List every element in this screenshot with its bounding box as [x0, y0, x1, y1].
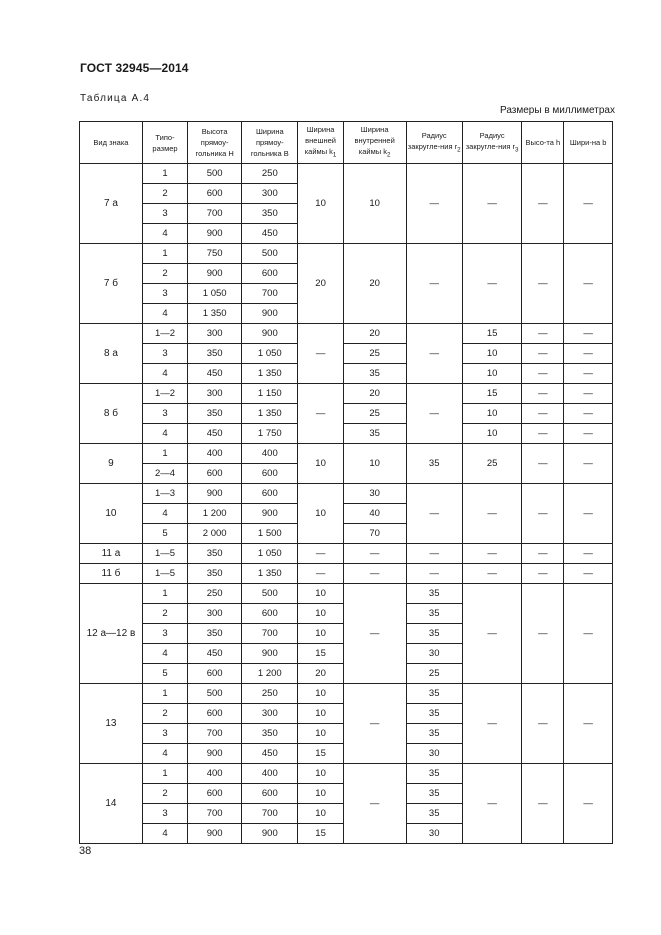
cell-k1: 15 [298, 744, 343, 764]
cell-width: 1 200 [242, 664, 298, 684]
cell-h: — [522, 384, 564, 404]
cell-b: — [564, 564, 613, 584]
cell-k2: — [343, 764, 406, 844]
cell-k1: — [298, 324, 343, 384]
units-note: Размеры в миллиметрах [500, 105, 615, 116]
cell-size: 4 [142, 824, 187, 844]
table-row [80, 324, 613, 344]
table-caption: Таблица А.4 [80, 93, 151, 104]
cell-h: — [522, 444, 564, 484]
document-header: ГОСТ 32945—2014 [80, 61, 189, 75]
cell-width: 700 [242, 624, 298, 644]
cell-k2: 10 [343, 164, 406, 244]
cell-r2: 35 [406, 624, 462, 644]
cell-size: 1 [142, 164, 187, 184]
cell-height: 1 200 [188, 504, 242, 524]
cell-size: 3 [142, 804, 187, 824]
cell-size: 5 [142, 664, 187, 684]
header-width: Ширина прямоу-гольника B [242, 122, 298, 164]
cell-r2: 35 [406, 784, 462, 804]
cell-k1: — [298, 544, 343, 564]
cell-width: 900 [242, 504, 298, 524]
cell-width: 1 350 [242, 404, 298, 424]
cell-b: — [564, 344, 613, 364]
cell-height: 350 [188, 404, 242, 424]
cell-size: 1 [142, 244, 187, 264]
cell-r3: 10 [462, 424, 522, 444]
cell-height: 600 [188, 704, 242, 724]
cell-b: — [564, 244, 613, 324]
cell-k2: 35 [343, 424, 406, 444]
table-row [80, 764, 613, 784]
cell-b: — [564, 364, 613, 384]
cell-width: 900 [242, 304, 298, 324]
cell-b: — [564, 584, 613, 684]
cell-height: 900 [188, 484, 242, 504]
cell-r3: — [462, 544, 522, 564]
cell-h: — [522, 364, 564, 384]
cell-r3: 10 [462, 344, 522, 364]
cell-k1: 10 [298, 704, 343, 724]
cell-b: — [564, 444, 613, 484]
cell-size: 2 [142, 264, 187, 284]
cell-height: 2 000 [188, 524, 242, 544]
cell-size: 4 [142, 644, 187, 664]
table-row [80, 564, 613, 584]
cell-width: 400 [242, 764, 298, 784]
cell-size: 3 [142, 724, 187, 744]
cell-size: 4 [142, 424, 187, 444]
cell-size: 4 [142, 304, 187, 324]
cell-r3: — [462, 764, 522, 844]
cell-height: 900 [188, 264, 242, 284]
cell-h: — [522, 684, 564, 764]
cell-height: 250 [188, 584, 242, 604]
cell-size: 3 [142, 344, 187, 364]
table-row [80, 684, 613, 704]
cell-height: 300 [188, 604, 242, 624]
cell-h: — [522, 244, 564, 324]
cell-size: 2 [142, 604, 187, 624]
table-row [80, 244, 613, 264]
cell-r2: 30 [406, 744, 462, 764]
cell-size: 4 [142, 224, 187, 244]
cell-size: 3 [142, 404, 187, 424]
cell-b: — [564, 684, 613, 764]
cell-b: — [564, 764, 613, 844]
cell-k1: 10 [298, 604, 343, 624]
cell-k1: 10 [298, 724, 343, 744]
cell-sign: 13 [80, 684, 143, 764]
cell-height: 300 [188, 324, 242, 344]
cell-height: 450 [188, 364, 242, 384]
cell-height: 350 [188, 564, 242, 584]
table-row [80, 384, 613, 404]
cell-height: 600 [188, 664, 242, 684]
cell-h: — [522, 564, 564, 584]
cell-k2: 20 [343, 244, 406, 324]
cell-size: 1 [142, 684, 187, 704]
cell-h: — [522, 164, 564, 244]
cell-r2: — [406, 544, 462, 564]
cell-height: 300 [188, 384, 242, 404]
cell-k1: 15 [298, 644, 343, 664]
cell-r3: — [462, 484, 522, 544]
cell-b: — [564, 324, 613, 344]
cell-height: 350 [188, 344, 242, 364]
cell-size: 1—2 [142, 384, 187, 404]
cell-height: 900 [188, 744, 242, 764]
cell-size: 2 [142, 184, 187, 204]
cell-width: 400 [242, 444, 298, 464]
cell-k2: 30 [343, 484, 406, 504]
cell-width: 350 [242, 724, 298, 744]
cell-size: 4 [142, 744, 187, 764]
cell-width: 500 [242, 244, 298, 264]
header-b: Шири-на b [564, 122, 613, 164]
cell-r2: 25 [406, 664, 462, 684]
cell-r3: — [462, 244, 522, 324]
table-row [80, 584, 613, 604]
cell-b: — [564, 384, 613, 404]
cell-r3: 25 [462, 444, 522, 484]
cell-b: — [564, 544, 613, 564]
cell-width: 250 [242, 164, 298, 184]
cell-size: 4 [142, 364, 187, 384]
cell-height: 600 [188, 464, 242, 484]
cell-width: 600 [242, 264, 298, 284]
cell-height: 450 [188, 424, 242, 444]
cell-size: 2 [142, 784, 187, 804]
cell-k1: 10 [298, 584, 343, 604]
table-row [80, 424, 613, 444]
header-h: Высо-та h [522, 122, 564, 164]
cell-sign: 9 [80, 444, 143, 484]
cell-height: 600 [188, 184, 242, 204]
cell-width: 900 [242, 324, 298, 344]
cell-k1: 10 [298, 444, 343, 484]
cell-b: — [564, 424, 613, 444]
cell-k2: 20 [343, 384, 406, 404]
cell-r3: — [462, 684, 522, 764]
cell-width: 900 [242, 824, 298, 844]
table-row [80, 444, 613, 464]
cell-sign: 8 б [80, 384, 143, 444]
cell-k1: 10 [298, 684, 343, 704]
cell-size: 1—5 [142, 544, 187, 564]
cell-width: 450 [242, 224, 298, 244]
cell-height: 900 [188, 824, 242, 844]
cell-height: 700 [188, 204, 242, 224]
cell-width: 450 [242, 744, 298, 764]
cell-height: 700 [188, 724, 242, 744]
cell-h: — [522, 324, 564, 344]
cell-b: — [564, 404, 613, 424]
header-size: Типо-размер [142, 122, 187, 164]
cell-width: 600 [242, 484, 298, 504]
header-height: Высота прямоу-гольника H [188, 122, 242, 164]
cell-sign: 7 а [80, 164, 143, 244]
cell-r2: 35 [406, 704, 462, 724]
cell-width: 1 150 [242, 384, 298, 404]
cell-k2: 10 [343, 444, 406, 484]
cell-width: 1 350 [242, 564, 298, 584]
cell-size: 3 [142, 204, 187, 224]
cell-k1: 15 [298, 824, 343, 844]
cell-width: 1 050 [242, 544, 298, 564]
table-row [80, 544, 613, 564]
cell-sign: 11 б [80, 564, 143, 584]
cell-size: 1—5 [142, 564, 187, 584]
cell-r2: 35 [406, 584, 462, 604]
cell-r2: — [406, 164, 462, 244]
cell-k1: 10 [298, 164, 343, 244]
cell-height: 450 [188, 644, 242, 664]
table-row [80, 344, 613, 364]
table-row [80, 404, 613, 424]
cell-r2: 35 [406, 444, 462, 484]
cell-width: 250 [242, 684, 298, 704]
cell-width: 700 [242, 804, 298, 824]
cell-k1: 10 [298, 764, 343, 784]
table-row [80, 484, 613, 504]
cell-k2: 35 [343, 364, 406, 384]
cell-k2: — [343, 584, 406, 684]
cell-k1: — [298, 564, 343, 584]
cell-height: 350 [188, 624, 242, 644]
table-header-row [80, 122, 613, 164]
cell-r2: 35 [406, 764, 462, 784]
cell-r3: 15 [462, 384, 522, 404]
cell-r2: — [406, 484, 462, 544]
table-row [80, 164, 613, 184]
cell-height: 500 [188, 164, 242, 184]
cell-k1: 10 [298, 624, 343, 644]
cell-r2: 30 [406, 644, 462, 664]
cell-width: 600 [242, 784, 298, 804]
cell-k2: — [343, 684, 406, 764]
cell-size: 2 [142, 704, 187, 724]
cell-k2: 70 [343, 524, 406, 544]
cell-height: 400 [188, 444, 242, 464]
cell-sign: 10 [80, 484, 143, 544]
cell-h: — [522, 484, 564, 544]
header-k2: Ширина внутренней каймы $k_2$ [343, 122, 406, 164]
cell-height: 600 [188, 784, 242, 804]
header-r2: Радиус закругле-ния $r_2$ [406, 122, 462, 164]
cell-r3: 10 [462, 364, 522, 384]
header-sign: Вид знака [80, 122, 143, 164]
cell-k1: 20 [298, 244, 343, 324]
cell-k1: 20 [298, 664, 343, 684]
cell-height: 700 [188, 804, 242, 824]
cell-height: 350 [188, 544, 242, 564]
cell-size: 1 [142, 584, 187, 604]
cell-height: 400 [188, 764, 242, 784]
header-r3: Радиус закругле-ния $r_3$ [462, 122, 522, 164]
cell-r2: 35 [406, 724, 462, 744]
cell-r2: — [406, 384, 462, 444]
cell-size: 1—3 [142, 484, 187, 504]
cell-size: 1 [142, 444, 187, 464]
cell-k1: — [298, 384, 343, 444]
cell-k2: 25 [343, 404, 406, 424]
cell-k2: — [343, 564, 406, 584]
cell-size: 5 [142, 524, 187, 544]
cell-k2: 40 [343, 504, 406, 524]
cell-h: — [522, 584, 564, 684]
cell-width: 1 350 [242, 364, 298, 384]
cell-size: 1—2 [142, 324, 187, 344]
cell-width: 1 500 [242, 524, 298, 544]
cell-width: 1 750 [242, 424, 298, 444]
header-k1: Ширина внешней каймы $k_1$ [298, 122, 343, 164]
cell-size: 4 [142, 504, 187, 524]
cell-width: 600 [242, 464, 298, 484]
cell-k1: 10 [298, 484, 343, 544]
dimensions-table [79, 121, 613, 844]
cell-b: — [564, 484, 613, 544]
cell-width: 500 [242, 584, 298, 604]
cell-r3: — [462, 564, 522, 584]
cell-b: — [564, 164, 613, 244]
cell-width: 900 [242, 644, 298, 664]
cell-r2: — [406, 564, 462, 584]
table-row [80, 364, 613, 384]
cell-k2: 25 [343, 344, 406, 364]
cell-width: 350 [242, 204, 298, 224]
cell-r3: — [462, 584, 522, 684]
cell-r2: — [406, 324, 462, 384]
cell-h: — [522, 544, 564, 564]
cell-k2: — [343, 544, 406, 564]
cell-sign: 7 б [80, 244, 143, 324]
cell-k2: 20 [343, 324, 406, 344]
cell-h: — [522, 764, 564, 844]
cell-sign: 14 [80, 764, 143, 844]
cell-height: 750 [188, 244, 242, 264]
cell-sign: 12 а—12 в [80, 584, 143, 684]
cell-k1: 10 [298, 784, 343, 804]
cell-size: 1 [142, 764, 187, 784]
cell-height: 900 [188, 224, 242, 244]
cell-r2: 35 [406, 804, 462, 824]
cell-size: 3 [142, 284, 187, 304]
cell-r3: — [462, 164, 522, 244]
cell-width: 300 [242, 704, 298, 724]
cell-r2: 35 [406, 604, 462, 624]
cell-sign: 8 а [80, 324, 143, 384]
cell-k1: 10 [298, 804, 343, 824]
cell-r2: 35 [406, 684, 462, 704]
page-number: 38 [79, 845, 92, 857]
cell-size: 3 [142, 624, 187, 644]
cell-h: — [522, 344, 564, 364]
cell-sign: 11 а [80, 544, 143, 564]
cell-r3: 10 [462, 404, 522, 424]
cell-r2: 30 [406, 824, 462, 844]
cell-height: 500 [188, 684, 242, 704]
cell-width: 300 [242, 184, 298, 204]
cell-r2: — [406, 244, 462, 324]
cell-size: 2—4 [142, 464, 187, 484]
cell-r3: 15 [462, 324, 522, 344]
cell-width: 600 [242, 604, 298, 624]
cell-h: — [522, 404, 564, 424]
cell-width: 700 [242, 284, 298, 304]
cell-height: 1 350 [188, 304, 242, 324]
cell-height: 1 050 [188, 284, 242, 304]
cell-width: 1 050 [242, 344, 298, 364]
cell-h: — [522, 424, 564, 444]
